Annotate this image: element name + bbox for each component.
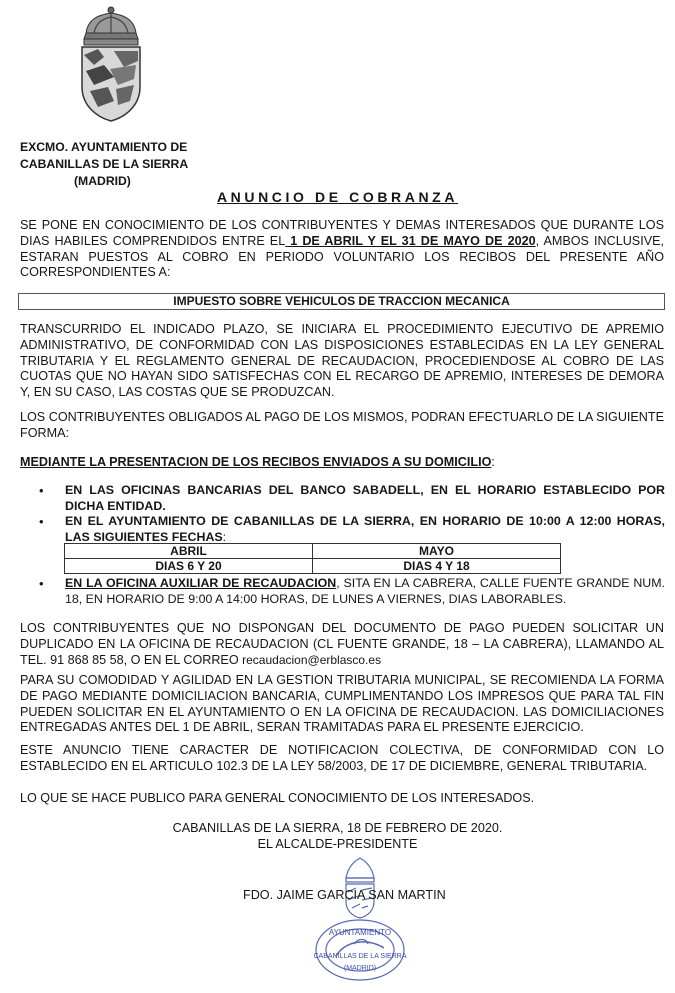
bullet-dot-icon: •	[39, 514, 44, 529]
place-date: CABANILLAS DE LA SIERRA, 18 DE FEBRERO DE 2020.	[172, 821, 503, 835]
duplicate-text: LOS CONTRIBUYENTES QUE NO DISPONGAN DEL DOCUMENTO DE PAGO PUEDEN SOLICITAR UN DUPLICADO EN LA OFICINA DE RECAUDACION (CL FUENTE GRANDE, 18 – LA CABRERA), LLAMANDO AL TEL. 91 868 85 58, O EN EL CORREO	[20, 621, 664, 667]
apremio-paragraph: TRANSCURRIDO EL INDICADO PLAZO, SE INICIARA EL PROCEDIMIENTO EJECUTIVO DE APREMIO ADMINISTRATIVO, DE CONFORMIDAD CON LAS DISPOSICIONES ESTABLECIDAS EN LA LEY GENERAL TRIBUTARIA Y EL REGLAMENTO GENERAL DE RECAUDACION, PROCEDIENDOSE AL COBRO DE LAS CUOTAS QUE NO HAYAN SIDO SATISFECHAS CON EL RECARGO DE APREMIO, INTERESES DE DEMORA Y, EN SU CASO, LAS COSTAS QUE SE PRODUZCAN.	[20, 322, 664, 400]
notification-paragraph: ESTE ANUNCIO TIENE CARACTER DE NOTIFICACION COLECTIVA, DE CONFORMIDAD CON LO ESTABLECIDO EN EL ARTICULO 102.3 DE LA LEY 58/2003, DE 17 DE DICIEMBRE, GENERAL TRIBUTARIA.	[20, 743, 664, 773]
bullet-town-hall-text	[65, 514, 665, 545]
direct-debit-paragraph: PARA SU COMODIDAD Y AGILIDAD EN LA GESTION TRIBUTARIA MUNICIPAL, SE RECOMIENDA LA FORMA DE PAGO MEDIANTE DOMICILIACION BANCARIA, CUMPLIMENTANDO LOS IMPRESOS QUE PARA TAL FIN PUEDEN SOLICITAR EN EL AYUNTAMIENTO O EN LA OFICINA DE RECAUDACION. LAS DOMICILIACIONES ENTREGADAS ANTES DEL 1 DE ABRIL, SERAN TRAMITADAS PARA EL PRESENTE EJERCICIO.	[20, 673, 664, 735]
issuer-block	[20, 139, 210, 190]
method-heading-colon: :	[491, 455, 495, 469]
table-row	[65, 559, 561, 574]
office-details: , SITA EN LA CABRERA, CALLE FUENTE GRANDE NUM. 18, EN HORARIO DE 9:00 A 14:00 HORAS, DE LUNES A VIERNES, DIAS LABORABLES.	[65, 576, 665, 606]
office-name: EN LA OFICINA AUXILIAR DE RECAUDACION	[65, 576, 337, 590]
bullet-dot-icon: •	[39, 576, 44, 591]
table-cell-abril: DIAS 6 Y 20	[65, 559, 313, 574]
collection-period: 1 DE ABRIL Y EL 31 DE MAYO DE 2020	[285, 233, 536, 248]
seal-text-bottom: (MADRID)	[343, 965, 377, 972]
table-cell-mayo: DIAS 4 Y 18	[313, 559, 561, 574]
seal-text-mid: CABANILLAS DE LA SIERRA	[313, 953, 407, 960]
tax-name-box: IMPUESTO SOBRE VEHICULOS DE TRACCION MECANICA	[18, 293, 665, 310]
table-header-mayo: MAYO	[313, 544, 561, 559]
duplicate-paragraph	[20, 621, 664, 668]
signer-role: EL ALCALDE-PRESIDENTE	[257, 837, 418, 851]
coat-of-arms-icon	[74, 5, 148, 123]
intro-text-before: SE PONE EN CONOCIMIENTO DE LOS CONTRIBUYENTES Y DEMAS INTERESADOS QUE DURANTE LOS DIAS HABILES COMPRENDIDOS ENTRE EL	[20, 218, 664, 248]
signature-name: FDO. JAIME GARCIA SAN MARTIN	[243, 888, 446, 902]
bullet-dot-icon: •	[39, 483, 44, 498]
bullet-office-text	[65, 576, 665, 607]
public-notice-paragraph: LO QUE SE HACE PUBLICO PARA GENERAL CONOCIMIENTO DE LOS INTERESADOS.	[20, 791, 535, 805]
issuer-line-3: (MADRID)	[74, 174, 131, 188]
page-title: ANUNCIO DE COBRANZA	[216, 189, 459, 205]
table-header-abril: ABRIL	[65, 544, 313, 559]
email-link[interactable]: recaudacion@erblasco.es	[242, 652, 382, 667]
official-seal-icon	[306, 848, 414, 990]
intro-paragraph	[20, 218, 664, 281]
seal-text-top: AYUNTAMIENTO	[328, 928, 392, 937]
bullet-bank-text: EN LAS OFICINAS BANCARIAS DEL BANCO SABADELL, EN EL HORARIO ESTABLECIDO POR DICHA ENTIDAD.	[65, 483, 665, 513]
town-hall-colon: :	[222, 529, 227, 544]
method-heading-text: MEDIANTE LA PRESENTACION DE LOS RECIBOS ENVIADOS A SU DOMICILIO	[20, 455, 492, 469]
payment-form-paragraph: LOS CONTRIBUYENTES OBLIGADOS AL PAGO DE LOS MISMOS, PODRAN EFECTUARLO DE LA SIGUIENTE FORMA:	[20, 410, 664, 440]
method-heading	[20, 455, 664, 471]
town-hall-text: EN EL AYUNTAMIENTO DE CABANILLAS DE LA SIERRA, EN HORARIO DE 10:00 A 12:00 HORAS, LAS SIGUIENTES FECHAS	[65, 514, 665, 544]
dates-table	[64, 543, 561, 574]
issuer-line-1: EXCMO. AYUNTAMIENTO DE	[20, 140, 188, 154]
table-row	[65, 544, 561, 559]
intro-text-after: , AMBOS INCLUSIVE, ESTARAN PUESTOS AL COBRO EN PERIODO VOLUNTARIO LOS RECIBOS DEL PRESENTE AÑO CORRESPONDIENTES A:	[20, 233, 664, 280]
issuer-line-2: CABANILLAS DE LA SIERRA	[20, 157, 189, 171]
